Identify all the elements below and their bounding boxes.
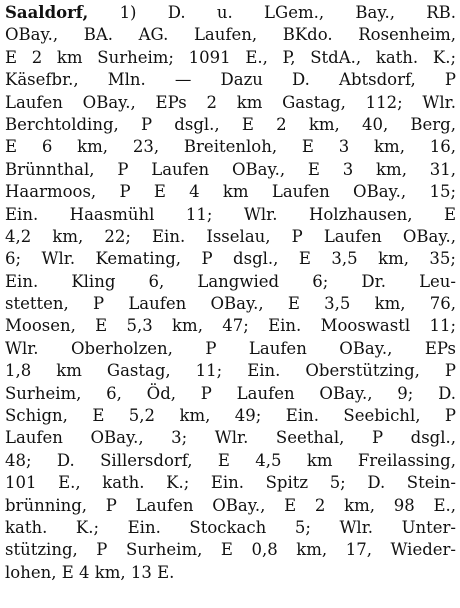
text-line-17: 1,8 km Gastag, 11; Ein. Oberstützing, P bbox=[5, 361, 456, 381]
entry-headword: Saaldorf, bbox=[5, 3, 89, 22]
text-line-5: Laufen OBay., EPs 2 km Gastag, 112; Wlr. bbox=[5, 92, 456, 112]
text-line-2: OBay., BA. AG. Laufen, BKdo. Rosenheim, bbox=[5, 25, 456, 45]
text-line-13: Ein. Kling 6, Langwied 6; Dr. Leu- bbox=[5, 271, 456, 291]
text-line-15: Moosen, E 5,3 km, 47; Ein. Mooswastl 11; bbox=[5, 316, 456, 336]
text-line-24: kath. K.; Ein. Stockach 5; Wlr. Unter- bbox=[5, 517, 456, 537]
text-line-18: Surheim, 6, Öd, P Laufen OBay., 9; D. bbox=[5, 383, 456, 403]
text-line-25: stützing, P Surheim, E 0,8 km, 17, Wieder- bbox=[5, 540, 456, 560]
text-line-1-rest: 1) D. u. LGem., Bay., RB. bbox=[88, 3, 456, 22]
text-line-10: Ein. Haasmühl 11; Wlr. Holzhausen, E bbox=[5, 204, 456, 224]
text-line-23: brünning, P Laufen OBay., E 2 km, 98 E., bbox=[5, 495, 456, 515]
text-line-22: 101 E., kath. K.; Ein. Spitz 5; D. Stein- bbox=[5, 473, 456, 493]
text-line-19: Schign, E 5,2 km, 49; Ein. Seebichl, P bbox=[5, 406, 456, 426]
text-line-16: Wlr. Oberholzen, P Laufen OBay., EPs bbox=[5, 338, 456, 358]
text-line-9: Haarmoos, P E 4 km Laufen OBay., 15; bbox=[5, 182, 456, 202]
text-line-11: 4,2 km, 22; Ein. Isselau, P Laufen OBay., bbox=[5, 226, 456, 246]
text-line-8: Brünnthal, P Laufen OBay., E 3 km, 31, bbox=[5, 159, 456, 179]
text-line-14: stetten, P Laufen OBay., E 3,5 km, 76, bbox=[5, 294, 456, 314]
text-line-20: Laufen OBay., 3; Wlr. Seethal, P dsgl., bbox=[5, 428, 456, 448]
text-line-21: 48; D. Sillersdorf, E 4,5 km Freilassing, bbox=[5, 450, 456, 470]
text-line-7: E 6 km, 23, Breitenloh, E 3 km, 16, bbox=[5, 137, 456, 157]
text-line-4: Käsefbr., Mln. — Dazu D. Abtsdorf, P bbox=[5, 70, 456, 90]
text-line-3: E 2 km Surheim; 1091 E., P, StdA., kath. K.; bbox=[5, 47, 456, 67]
text-line-6: Berchtolding, P dsgl., E 2 km, 40, Berg, bbox=[5, 114, 456, 134]
text-line-1 bbox=[5, 2, 456, 24]
text-line-12: 6; Wlr. Kemating, P dsgl., E 3,5 km, 35; bbox=[5, 249, 456, 269]
text-line-26: lohen, E 4 km, 13 E. bbox=[5, 562, 175, 582]
